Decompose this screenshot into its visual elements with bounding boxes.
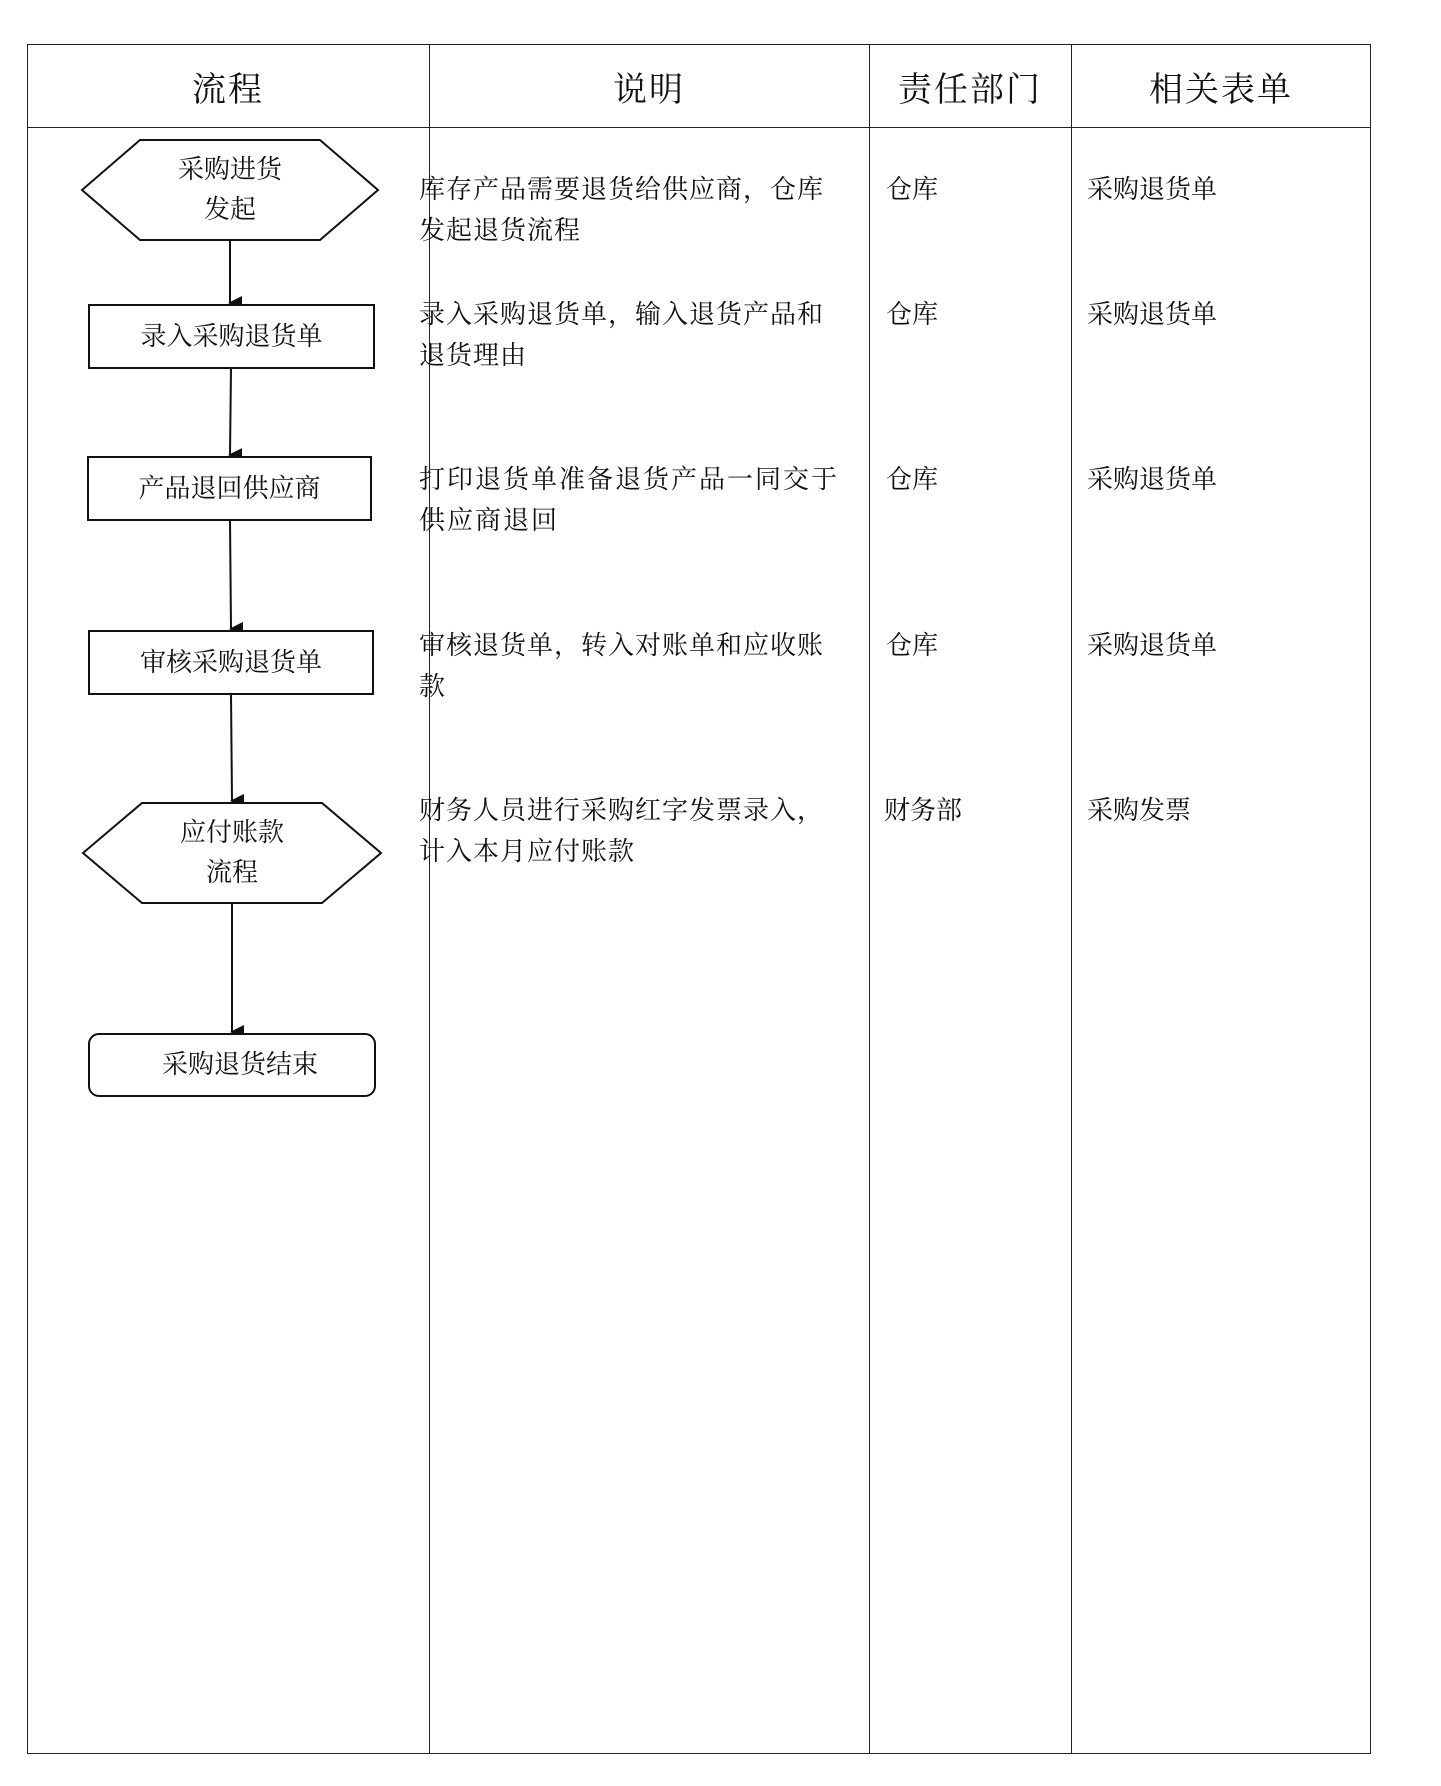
arrow-2 xyxy=(230,368,231,455)
step-3-description: 打印退货单准备退货产品一同交于供应商退回 xyxy=(419,465,840,536)
step-2-description: 录入采购退货单，输入退货产品和退货理由 xyxy=(419,300,825,371)
step-review-return-label: 审核采购退货单 xyxy=(139,647,322,678)
step-2-form: 采购退货单 xyxy=(1087,300,1218,330)
start-node-line1: 采购进货 xyxy=(177,155,282,185)
step-return-supplier-label: 产品退回供应商 xyxy=(138,473,321,504)
step-4-description: 审核退货单，转入对账单和应收账款 xyxy=(419,631,825,702)
end-node-label: 采购退货结束 xyxy=(161,1050,318,1080)
header-department: 责任部门 xyxy=(898,69,1042,110)
header-forms: 相关表单 xyxy=(1149,69,1293,110)
arrow-4 xyxy=(231,694,232,801)
start-node-line2: 发起 xyxy=(203,195,256,225)
step-1-description: 库存产品需要退货给供应商，仓库发起退货流程 xyxy=(419,175,825,246)
step-4-department: 仓库 xyxy=(886,631,939,661)
step-1-form: 采购退货单 xyxy=(1087,175,1218,205)
step-3-department: 仓库 xyxy=(886,465,939,495)
step-3-form: 采购退货单 xyxy=(1087,465,1218,495)
start-node-label xyxy=(120,150,340,230)
payable-node-line2: 流程 xyxy=(205,858,258,888)
payable-node-line1: 应付账款 xyxy=(179,818,284,848)
header-flow: 流程 xyxy=(192,69,264,110)
step-1-department: 仓库 xyxy=(886,175,939,205)
header-description: 说明 xyxy=(613,69,685,110)
step-4-form: 采购退货单 xyxy=(1087,631,1218,661)
step-enter-return-label: 录入采购退货单 xyxy=(140,321,323,352)
arrow-3 xyxy=(230,520,231,629)
payable-node-label xyxy=(122,813,342,893)
step-5-description: 财务人员进行采购红字发票录入，计入本月应付账款 xyxy=(419,796,825,867)
step-2-department: 仓库 xyxy=(886,300,939,330)
step-5-form: 采购发票 xyxy=(1087,796,1192,826)
step-5-department: 财务部 xyxy=(884,796,963,826)
